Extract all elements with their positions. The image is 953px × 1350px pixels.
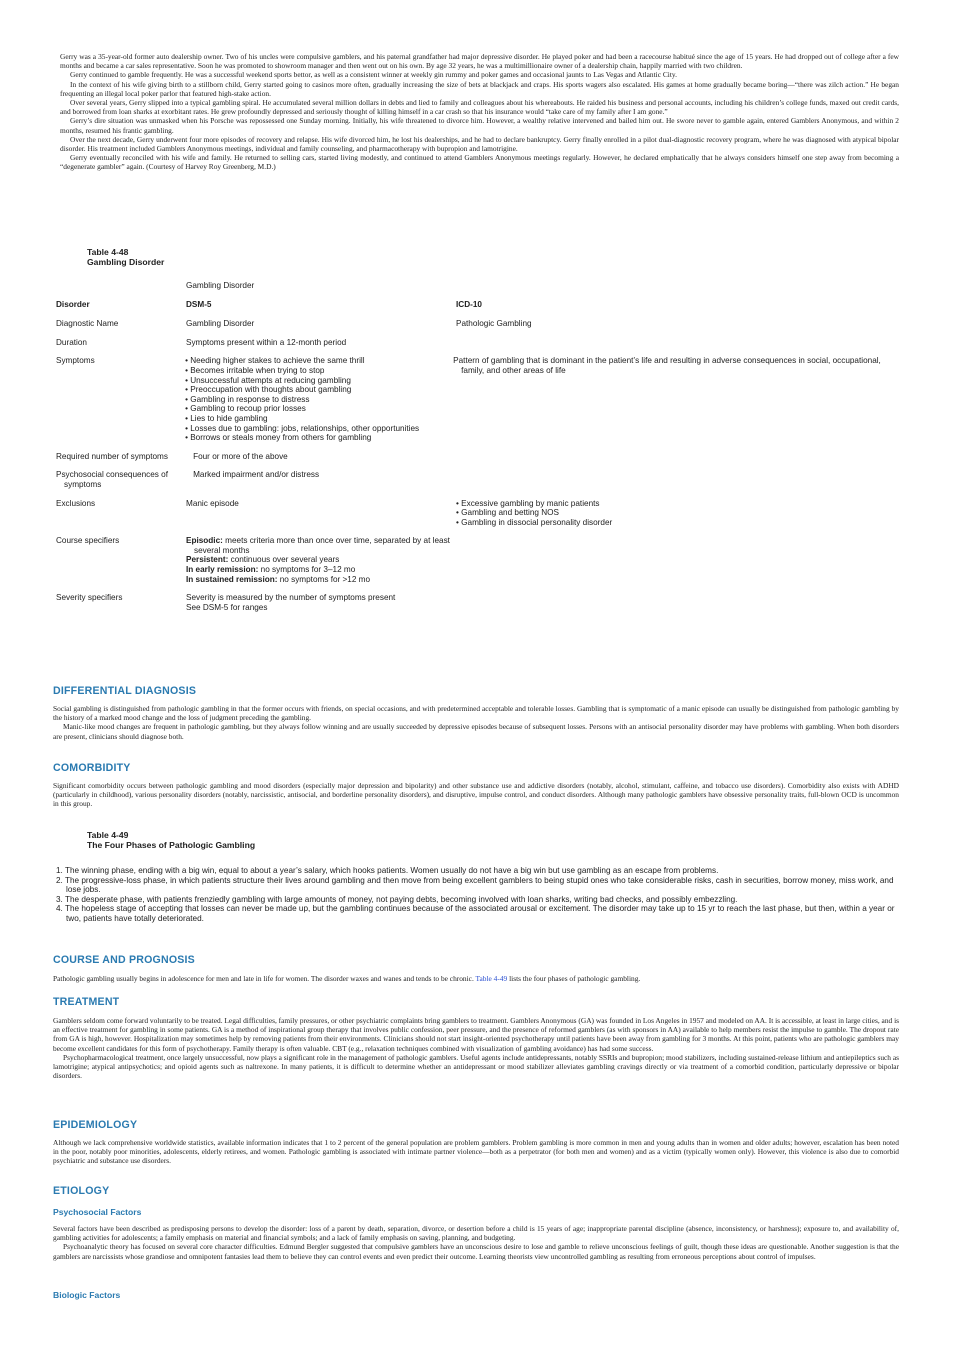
list-item: • Gambling in response to distress xyxy=(185,394,310,404)
dsm-cell: Manic episode xyxy=(186,498,239,508)
body-paragraph: Significant comorbidity occurs between pathologic gambling and mood disorders (especially major depression and bipolarity) and other substance use and addictive disorders (notably, alcohol, stimulant, caffeine, and tobacco use disorders). Comorbidity also exists with ADHD (particularly in childhood), various personality disorders (notably, narcissistic, antisocial, and borderline personality disorders), and disruptive, impulse control, and conduct disorders. Although many pathologic gamblers have obsessive personality traits, full-blown OCD is uncommon in this group. xyxy=(53,781,899,809)
specifier-term: In early remission: xyxy=(186,565,259,575)
case-paragraph: Gerry eventually reconciled with his wife and family. He returned to selling cars, started living modestly, and continued to attend Gamblers Anonymous meetings regularly. However, he declared emphatically that he always considers himself one step away from becoming a “degenerate gambler” again. (Courtesy of Harvey Roy Greenberg, M.D.) xyxy=(60,153,899,172)
specifier-text: no symptoms for >12 mo xyxy=(279,574,371,584)
severity-text: Severity is measured by the number of symptoms present xyxy=(186,593,396,603)
list-item: • Gambling in dissocial personality disorder xyxy=(456,517,613,527)
section-heading: ETIOLOGY xyxy=(53,1185,110,1197)
col-header-icd10: ICD-10 xyxy=(456,299,482,309)
subsection-heading: Biologic Factors xyxy=(53,1290,121,1300)
list-item: • Losses due to gambling: jobs, relationships, other opportunities xyxy=(185,423,420,433)
specifier-term: Episodic: xyxy=(186,536,223,546)
case-paragraph: Over several years, Gerry slipped into a typical gambling spiral. He accumulated several million dollars in debts and lied to family and colleagues about his whereabouts. He raided his business and personal accounts, including his children’s college funds, maxed out credit cards, and borrowed from loan sharks at exorbitant rates. He grew profoundly depressed and seriously thought of killing himself in a car crash so that his insurance would “take care of my family after I am gone.” xyxy=(60,98,899,117)
list-item: • Becomes irritable when trying to stop xyxy=(185,365,325,375)
body-paragraph: Although we lack comprehensive worldwide statistics, available information indicates that 1 to 2 percent of the general population are problem gamblers. Problem gambling is more common in men and young adults than in women and older adults; however, escalation has been noted in the poor, notably poor minorities, adolescents, elderly retirees, and women. Pathologic gambling is associated with intimate partner violence—both as a perpetrator (for both men and women) and as a victim (typically women only). However, this violence is also due to comorbid psychiatric and substance use disorders. xyxy=(53,1138,899,1166)
body-text: Pathologic gambling usually begins in adolescence for men and late in life for women. The disorder waxes and wanes and tends to be chronic. xyxy=(53,974,476,983)
specifier-term: In sustained remission: xyxy=(186,574,278,584)
subsection-heading: Psychosocial Factors xyxy=(53,1207,142,1217)
body-paragraph: Psychoanalytic theory has focused on several core character difficulties. Edmund Bergler suggested that compulsive gamblers have an unconscious desire to lose and gamble to relieve unconscious feelings of guilt, though these ideas are questionable. Another suggestion is that the gamblers are narcissists whose grandiose and omnipotent fantasies lead them to believe they can control events and even predict their outcome. Learning theorists view uncontrolled gambling as resulting from erroneous perceptions about control of impulses. xyxy=(53,1242,899,1261)
table-header-row xyxy=(56,300,898,310)
etiology-text xyxy=(53,1224,899,1261)
row-label: Duration xyxy=(56,337,87,347)
table-title: The Four Phases of Pathologic Gambling xyxy=(87,840,256,850)
col-header-dsm5: DSM-5 xyxy=(186,299,212,309)
list-item: • Lies to hide gambling xyxy=(185,413,268,423)
body-paragraph: Psychopharmacological treatment, once largely unsuccessful, now plays a significant role in the management of pathologic gamblers. Useful agents include antidepressants, notably SSRIs and bupropion; mood stabilizers, including sustained-release lithium and antiepileptics such as lamotrigine; atypical antipsychotics; and opioid agents such as naltrexone. In many patients, it is difficult to determine whether an antidepressant or mood stabilizer alleviates gambling cravings directly or via treatment of a comorbid condition, particularly depressive or bipolar disorders. xyxy=(53,1052,899,1081)
list-item: • Needing higher stakes to achieve the same thrill xyxy=(185,356,365,366)
section-heading: COMORBIDITY xyxy=(53,762,131,774)
specifier-term: Persistent: xyxy=(186,555,229,565)
icd-cell: Pattern of gambling that is dominant in the patient’s life and resulting in adverse consequences in social, occupational, family, and other areas of life xyxy=(453,356,881,375)
row-label: Diagnostic Name xyxy=(56,319,119,329)
list-item: • Gambling and betting NOS xyxy=(456,508,559,518)
specifier-text: continuous over several years xyxy=(230,555,340,565)
table-row xyxy=(56,356,898,442)
specifier-text: meets criteria more than once over time, separated by at least several months xyxy=(194,536,450,555)
table-caption xyxy=(87,247,164,267)
table-row xyxy=(56,338,898,348)
case-report xyxy=(60,52,899,172)
case-paragraph: In the context of his wife giving birth to a stillborn child, Gerry started going to casinos more often, gradually increasing the size of bets at blackjack and craps. His sports wagers also escalated. His games at home gradually became boring—“there was zilch action.” He began frequenting an illegal local poker parlor that featured high-stake action. xyxy=(60,79,899,98)
severity-text: See DSM-5 for ranges xyxy=(186,602,268,612)
list-item: • Borrows or steals money from others for gambling xyxy=(185,433,372,443)
body-paragraph: Social gambling is distinguished from pathologic gambling in that the former occurs with friends, on special occasions, and with predetermined acceptable and tolerable losses. Gambling that is symptomatic of a manic episode can usually be distinguished from pathologic gambling by the history of a marked mood change and the loss of judgment preceding the gambling. xyxy=(53,704,899,723)
list-item: • Preoccupation with thoughts about gambling xyxy=(185,385,352,395)
dsm-cell: Marked impairment and/or distress xyxy=(193,470,320,480)
dsm-cell xyxy=(186,593,456,612)
body-paragraph: Gamblers seldom come forward voluntarily to be treated. Legal difficulties, family pressures, or other psychiatric complaints bring gamblers to treatment. Gamblers Anonymous (GA) was founded in Los Angeles in 1957 and modeled on AA. It is accessible, at least in large cities, and is an effective treatment for gambling in some patients. GA is a method of inspirational group therapy that involves public confession, peer pressure, and the presence of reformed gamblers (as with sponsors in AA) available to help members resist the impulse to gamble. The dropout rate from GA is high, however. Hospitalization may sometimes help by removing patients from their environments. Clinicians should not start insight-oriented psychotherapy until patients have been away from gambling for 3 months. At this point, patients who are pathologic gamblers may become excellent candidates for this form of psychotherapy. Family therapy is often valuable. CBT (e.g., relaxation techniques combined with visualization of gambling avoidance) has had some success. xyxy=(53,1016,899,1053)
row-label: Exclusions xyxy=(56,498,96,508)
row-label: Psychosocial consequences of symptoms xyxy=(56,470,168,489)
table-row xyxy=(56,452,898,462)
icd-cell: Pathologic Gambling xyxy=(456,319,532,329)
dsm-cell: Symptoms present within a 12-month period xyxy=(186,337,347,347)
table-caption xyxy=(87,830,255,850)
treatment-text xyxy=(53,1016,899,1080)
list-item: • Excessive gambling by manic patients xyxy=(456,498,600,508)
case-paragraph: Over the next decade, Gerry underwent four more episodes of recovery and relapse. His wife divorced him, he lost his dealerships, and he had to declare bankruptcy. Gerry finally enrolled in a pilot dual-diagnostic recovery program, where he was diagnosed with atypical bipolar disorder. His treatment included Gamblers Anonymous meetings, individual and family counseling, and pharmacotherapy with bupropion and lamotrigine. xyxy=(60,134,899,154)
body-paragraph: Manic-like mood changes are frequent in pathologic gambling, but they always follow winning and are usually succeeded by depressive episodes because of subsequent losses. Persons with an antisocial personality disorder may have problems with gambling. When both disorders are present, clinicians should diagnose both. xyxy=(53,722,899,741)
case-paragraph: Gerry’s dire situation was unmasked when his Porsche was repossessed one Sunday morning. Initially, his wife threatened to divorce him. However, a wealthy relative intervened and bailed him out. He swore never to gamble again, entered Gamblers Anonymous, and within 2 months, resumed his frantic gambling. xyxy=(60,116,899,135)
table-row xyxy=(56,499,898,528)
table-link[interactable]: Table 4-49 xyxy=(475,974,508,983)
list-item: 1. The winning phase, ending with a big win, equal to about a year’s salary, which hooks patients. Women usually do not have a big win but use gambling as an escape from problems. xyxy=(56,866,719,875)
section-heading: COURSE AND PROGNOSIS xyxy=(53,954,195,966)
table-number: Table 4-48 xyxy=(87,247,129,257)
row-label: Course specifiers xyxy=(56,536,120,546)
table-super-header: Gambling Disorder xyxy=(186,281,255,290)
list-item: 2. The progressive-loss phase, in which patients structure their lives around gambling and then move from being excellent gamblers to being stupid ones who take considerable risks, cash in securities, borrow money, miss work, and lose jobs. xyxy=(56,875,894,895)
table-row xyxy=(56,470,898,489)
comorbidity-text xyxy=(53,781,899,809)
section-heading: DIFFERENTIAL DIAGNOSIS xyxy=(53,685,197,697)
icd-cell xyxy=(461,452,898,462)
list-item: • Unsuccessful attempts at reducing gambling xyxy=(185,375,351,385)
gambling-disorder-table xyxy=(56,281,898,612)
col-header-disorder: Disorder xyxy=(56,299,90,309)
body-text: lists the four phases of pathologic gambling. xyxy=(507,974,641,983)
table-row xyxy=(56,536,898,584)
section-heading: EPIDEMIOLOGY xyxy=(53,1119,138,1131)
course-text xyxy=(53,974,899,983)
table-number: Table 4-49 xyxy=(87,830,129,840)
icd-cell xyxy=(456,338,896,348)
section-heading: TREATMENT xyxy=(53,996,120,1008)
body-paragraph: Several factors have been described as predisposing persons to develop the disorder: loss of a parent by death, separation, divorce, or desertion before a child is 15 years of age; inappropriate parental discipline (absence, inconsistency, or harshness); exposure to, and availability of, gambling activities for adolescents; a family emphasis on material and financial symbols; and a lack of family emphasis on saving, planning, and budgeting. xyxy=(53,1224,899,1243)
row-label: Symptoms xyxy=(56,356,95,366)
dsm-cell: Four or more of the above xyxy=(193,451,288,461)
specifier-text: no symptoms for 3–12 mo xyxy=(260,565,356,575)
row-label: Required number of symptoms xyxy=(56,451,168,461)
differential-text xyxy=(53,704,899,741)
list-item: • Gambling to recoup prior losses xyxy=(185,404,306,414)
dsm-symptom-list xyxy=(185,356,453,442)
epidemiology-text xyxy=(53,1138,899,1166)
case-paragraph: Gerry continued to gamble frequently. He was a successful weekend sports bettor, as well as a consistent winner at weekly gin rummy and poker games and occasional jaunts to Las Vegas and Atlantic City. xyxy=(70,70,677,80)
row-label: Severity specifiers xyxy=(56,593,123,603)
table-row xyxy=(56,593,898,612)
list-item: 3. The desperate phase, with patients frenziedly gambling with large amounts of money, not paying debts, becoming involved with loan sharks, writing bad checks, and possibly embezzling. xyxy=(56,894,738,904)
icd-exclusion-list xyxy=(456,499,896,528)
table-row xyxy=(56,319,898,329)
table-title: Gambling Disorder xyxy=(87,257,165,267)
dsm-cell: Gambling Disorder xyxy=(186,319,255,329)
list-item: 4. The hopeless stage of accepting that losses can never be made up, but the gambling continues because of the associated arousal or excitement. The disorder may take up to 15 yr to reach the last phase, but then, within a year or two, patients have totally deteriorated. xyxy=(56,904,895,923)
case-paragraph: Gerry was a 35-year-old former auto dealership owner. Two of his uncles were compulsive gamblers, and his paternal grandfather had major depressive disorder. He played poker and had been a racecourse habitué since the age of 15 years. He had dropped out of college after a few months and became a car sales representative. Soon he was promoted to showroom manager and then went out on his own. By age 32 years, he was a multimillionaire owner of a dealership chain, happily married with two children. xyxy=(60,52,899,71)
icd-cell xyxy=(461,470,898,489)
phases-list xyxy=(56,866,898,924)
course-specifier-list xyxy=(186,536,456,584)
